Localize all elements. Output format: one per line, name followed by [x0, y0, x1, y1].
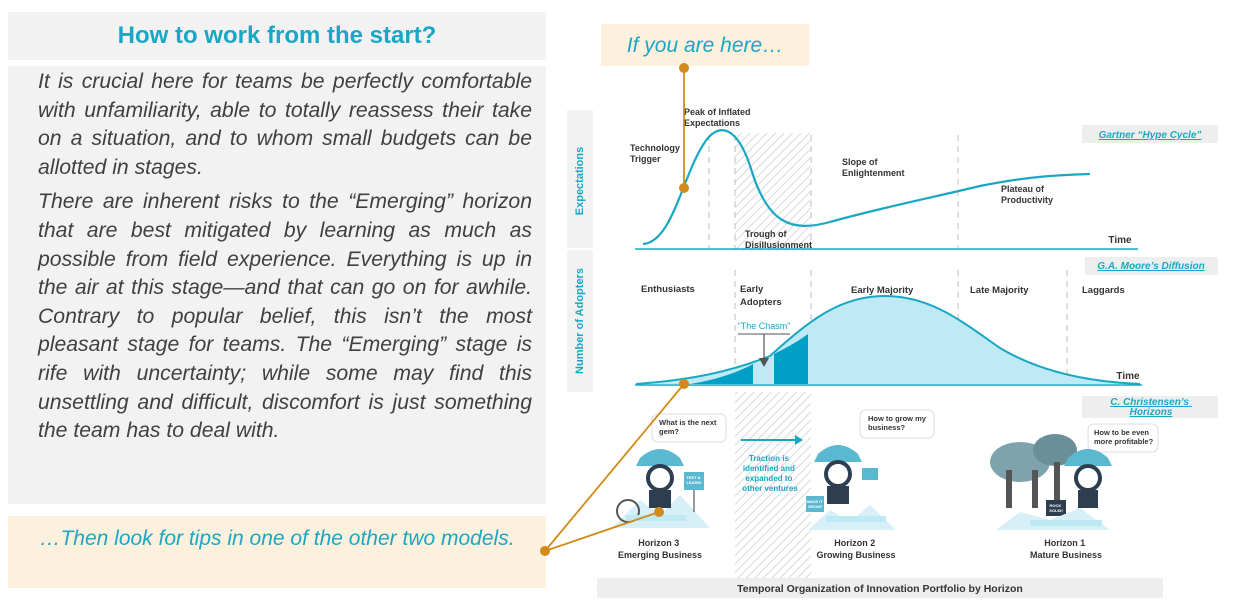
- segment-laggards: Laggards: [1082, 285, 1125, 296]
- horizon2-body: [827, 486, 849, 504]
- expectations-axis-label: Expectations: [574, 146, 586, 216]
- horizon3-label: Horizon 3 Emerging Business: [617, 538, 703, 560]
- horizon1-trunk-2: [1032, 470, 1038, 508]
- horizon2-label: Horizon 2 Growing Business: [816, 538, 896, 560]
- hype-cycle-model-label: Gartner “Hype Cycle”: [1098, 130, 1202, 141]
- body-paragraph-2: There are inherent risks to the “Emerging” horizon that are best mitigated by learning as much as possible from field experience. Everything is up in the air at this stage—and that can go on for awhile. Contrary to popular belief, this isn’t the most pleasant stage for teams. The “Emerging” stage is rife with uncertainty; while some may find this unsettling and difficult, discomfort is just something the team has to deal with.: [38, 190, 532, 443]
- phase-technology-trigger: Technology Trigger: [630, 143, 680, 164]
- traction-note: Traction is identified and expanded to other ventures: [742, 454, 798, 493]
- horizon1-trunk-3: [1054, 462, 1060, 502]
- connector-dot-diffusion: [679, 379, 689, 389]
- horizon3-sign-text: TEST & LEARN!: [686, 475, 702, 485]
- segment-enthusiasts: Enthusiasts: [641, 284, 695, 295]
- bottom-callout-text: …Then look for tips in one of the other two models.: [39, 527, 515, 550]
- phase-slope: Slope of Enlightenment: [842, 157, 905, 178]
- diffusion-time-label: Time: [1116, 371, 1140, 382]
- diffusion-area: [636, 296, 1140, 384]
- horizons-model-label-line1: C. Christensen’s: [1110, 397, 1189, 408]
- horizon2-hat: [814, 445, 862, 462]
- segment-early-adopters: Early Adopters: [740, 284, 782, 308]
- horizon3-bubble-text: What is the next gem?: [659, 418, 717, 436]
- horizon1-label: Horizon 1 Mature Business: [1029, 538, 1103, 560]
- horizon2-sign-text: MAKE IT GROW!: [806, 499, 823, 509]
- horizon3-hat: [636, 449, 684, 466]
- horizon3-body: [649, 490, 671, 508]
- phase-plateau: Plateau of Productivity: [1001, 184, 1054, 205]
- horizon1-illustration: [990, 424, 1158, 530]
- horizon3-face: [648, 466, 672, 490]
- connector-dot-horizon: [654, 507, 664, 517]
- horizon1-base: [1030, 520, 1102, 526]
- top-callout-text: If you are here…: [626, 34, 784, 57]
- connector-dot-hype: [679, 183, 689, 193]
- horizon1-body: [1078, 490, 1098, 508]
- horizon1-sign-text: ROCK SOLID!: [1049, 503, 1063, 513]
- body-paragraph-1: It is crucial here for teams be perfectly comfortable with unfamiliarity, able to totally reassess their take on a situation, and to whom small budgets can be allotted in stages.: [38, 70, 532, 179]
- segment-late-majority: Late Majority: [970, 285, 1029, 296]
- horizon2-illustration: [806, 410, 934, 530]
- connector-dot-bottom: [540, 546, 550, 556]
- phase-peak: Peak of Inflated Expectations: [684, 107, 751, 128]
- horizon1-bubble-text: How to be even more profitable?: [1094, 428, 1154, 446]
- horizon2-base: [826, 516, 886, 522]
- horizon1-face: [1076, 466, 1100, 490]
- horizon3-illustration: [612, 414, 726, 528]
- page-title: How to work from the start?: [117, 22, 437, 49]
- horizon2-bubble-text: How to grow my business?: [868, 414, 926, 432]
- horizon2-face: [826, 462, 850, 486]
- footer-caption: Temporal Organization of Innovation Portfolio by Horizon: [737, 583, 1023, 595]
- segment-early-majority: Early Majority: [851, 285, 914, 296]
- diffusion-model-label: G.A. Moore’s Diffusion: [1097, 261, 1205, 272]
- chasm-label: “The Chasm”: [737, 321, 791, 331]
- phase-trough: Trough of Disillusionment: [745, 229, 813, 250]
- horizon1-trunk-1: [1006, 470, 1012, 508]
- hype-time-label: Time: [1108, 235, 1132, 246]
- horizons-model-label-line2: Horizons: [1129, 407, 1173, 418]
- connector-dot-top: [679, 63, 689, 73]
- horizon2-watering-can: [862, 468, 878, 480]
- adopters-axis-label: Number of Adopters: [574, 268, 586, 374]
